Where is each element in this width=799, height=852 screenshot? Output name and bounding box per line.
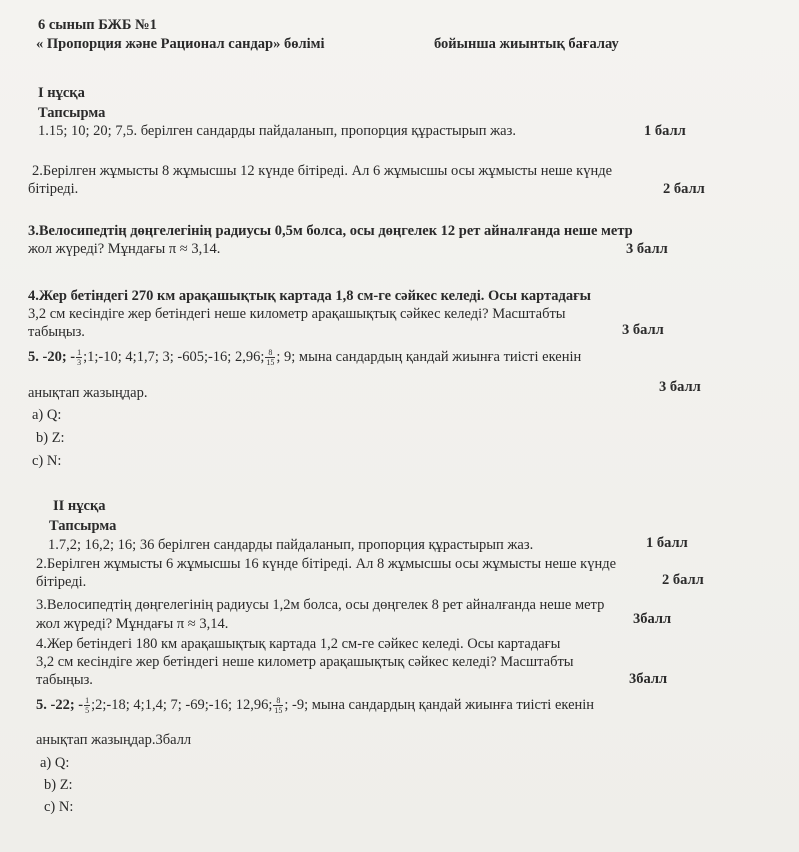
- variant2-task4-line1: 4.Жер бетіндегі 180 км арақашықтық картада 1,2 см-ге сәйкес келеді. Осы картадағы: [36, 636, 561, 652]
- header-section-title: « Пропорция және Рационал сандар» бөлімі: [36, 36, 325, 52]
- fraction-numerator: 8: [273, 696, 283, 706]
- variant1-task3-line2: жол жүреді? Мұндағы π ≈ 3,14.: [28, 241, 221, 257]
- variant1-task5-part-c: ; 9; мына сандардың қандай жиынға тиісті екенін: [276, 349, 582, 365]
- variant2-task2-points: 2 балл: [662, 572, 704, 588]
- variant1-task5-fraction2: [265, 348, 275, 367]
- variant1-title: І нұсқа: [38, 85, 85, 101]
- variant1-task5-points: 3 балл: [659, 379, 701, 395]
- variant1-option-c: c) N:: [32, 453, 62, 469]
- variant2-task5-fraction1: [84, 696, 90, 715]
- variant2-task3-line1: 3.Велосипедтің дөңгелегінің радиусы 1,2м болса, осы дөңгелек 8 рет айналғанда неше метр: [36, 597, 605, 613]
- variant2-option-b: b) Z:: [44, 777, 73, 793]
- variant2-title: ІІ нұсқа: [53, 498, 106, 514]
- variant2-task5-fraction2: [273, 696, 283, 715]
- fraction-denominator: 15: [274, 706, 283, 716]
- fraction-numerator: 1: [85, 696, 90, 706]
- variant1-task2-line2: бітіреді.: [28, 181, 79, 197]
- variant2-option-a: а) Q:: [40, 755, 70, 771]
- variant2-task3-points: 3балл: [633, 611, 672, 627]
- variant2-task4-line3: табыңыз.: [36, 672, 93, 688]
- variant1-task3-points: 3 балл: [626, 241, 668, 257]
- fraction-numerator: 8: [265, 348, 275, 358]
- variant1-task5-line2: анықтап жазыңдар.: [28, 385, 148, 401]
- variant2-task3-line2: жол жүреді? Мұндағы π ≈ 3,14.: [36, 616, 229, 632]
- variant2-task5-part-a: 5. -22; -: [36, 697, 84, 713]
- variant1-task4-points: 3 балл: [622, 322, 664, 338]
- variant2-tasks-heading: Тапсырма: [49, 518, 117, 534]
- variant1-task1: 1.15; 10; 20; 7,5. берілген сандарды пайдаланып, пропорция құрастырып жаз.: [38, 123, 516, 139]
- variant2-task1: 1.7,2; 16,2; 16; 36 берілген сандарды пайдаланып, пропорция құрастырып жаз.: [48, 537, 534, 553]
- fraction-denominator: 15: [266, 358, 275, 368]
- variant1-task5-part-a: 5. -20; -: [28, 349, 76, 365]
- variant1-option-a: а) Q:: [32, 407, 62, 423]
- variant1-task1-points: 1 балл: [644, 123, 686, 139]
- variant1-tasks-heading: Тапсырма: [38, 105, 106, 121]
- variant1-task3-line1: 3.Велосипедтің дөңгелегінің радиусы 0,5м болса, осы дөңгелек 12 рет айналғанда неше метр: [28, 223, 633, 239]
- variant1-task4-line1: 4.Жер бетіндегі 270 км арақашықтық картада 1,8 см-ге сәйкес келеді. Осы картадағы: [28, 288, 591, 304]
- variant1-task5-part-b: ;1;-10; 4;1,7; 3; -605;-16; 2,96;: [83, 349, 265, 365]
- variant2-task5-line1: [36, 696, 594, 715]
- variant2-task1-points: 1 балл: [646, 535, 688, 551]
- variant1-task5-fraction1: [76, 348, 82, 367]
- variant2-task2-line1: 2.Берілген жұмысты 6 жұмысшы 16 күнде бітіреді. Ал 8 жұмысшы осы жұмысты неше күнде: [36, 556, 617, 572]
- variant2-task5-line2: анықтап жазыңдар.3балл: [36, 732, 192, 748]
- header-class-line: 6 сынып БЖБ №1: [38, 17, 157, 33]
- variant2-task5-part-b: ;2;-18; 4;1,4; 7; -69;-16; 12,96;: [91, 697, 273, 713]
- variant1-task4-line3: табыңыз.: [28, 324, 85, 340]
- variant1-task4-line2: 3,2 см кесіндіге жер бетіндегі неше километр арақашықтық сәйкес келеді? Масштабты: [28, 306, 566, 322]
- fraction-denominator: 5: [85, 706, 90, 716]
- variant1-task5-line1: [28, 348, 581, 367]
- variant2-task4-points: 3балл: [629, 671, 668, 687]
- fraction-denominator: 3: [77, 358, 82, 368]
- variant2-option-c: c) N:: [44, 799, 74, 815]
- variant2-task5-part-c: ; -9; мына сандардың қандай жиынға тиісті екенін: [284, 697, 595, 713]
- variant1-task2-line1: 2.Берілген жұмысты 8 жұмысшы 12 күнде бітіреді. Ал 6 жұмысшы осы жұмысты неше күнде: [32, 163, 613, 179]
- variant1-task2-points: 2 балл: [663, 181, 705, 197]
- variant2-task4-line2: 3,2 см кесіндіге жер бетіндегі неше километр арақашықтық сәйкес келеді? Масштабты: [36, 654, 574, 670]
- variant1-option-b: b) Z:: [36, 430, 65, 446]
- header-assessment-label: бойынша жиынтық бағалау: [434, 36, 619, 52]
- fraction-numerator: 1: [77, 348, 82, 358]
- variant2-task2-line2: бітіреді.: [36, 574, 87, 590]
